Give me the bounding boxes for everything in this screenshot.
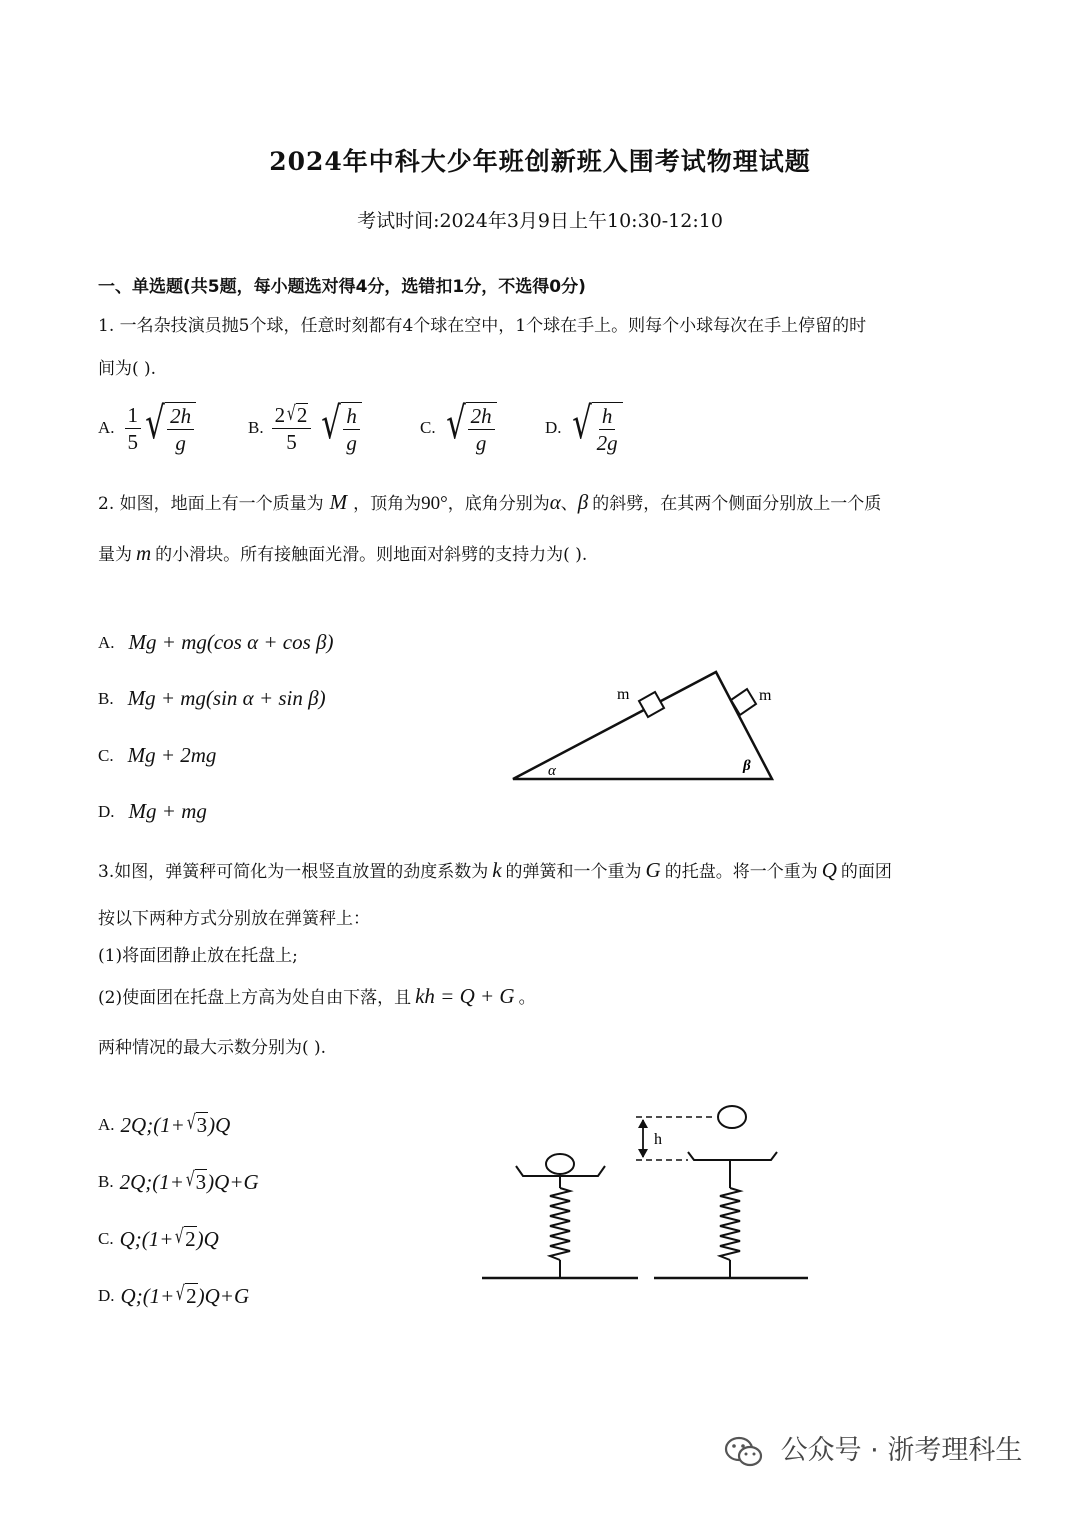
option-letter: D. [545,418,562,438]
label-beta: β [743,758,751,774]
dough-ball-right [718,1106,746,1128]
coef-fraction: 2 √ 2 5 [272,403,312,453]
q1-text-line2: 间为( ). [98,359,157,379]
q2-option-c: C. Mg + 2mg [98,743,217,767]
q3-text-line3: (1)将面团静止放在托盘上; [98,946,298,966]
coef-fraction: $\frac{1}{5}$ [125,404,142,453]
label-h: h [654,1131,662,1148]
page-title: 2024年中科大少年班创新班入围考试物理试题 [269,147,811,176]
q3-text-line2: 按以下两种方式分别放在弹簧秤上： [98,909,370,929]
section-heading: 一、单选题(共5题，每小题选对得4分，选错扣1分，不选得0分) [98,277,586,297]
q1-option-a [98,398,196,456]
option-letter: B. [248,418,264,438]
exam-time: 考试时间:2024年3月9日上午10:30-12:10 [357,210,723,232]
sqrt-expression: √ 2 [175,1224,196,1251]
sqrt-expression: √ $\frac{2h}{g}$ [141,402,196,454]
q3-text-line1: 3.如图，弹簧秤可简化为一根竖直放置的劲度系数为 k 的弹簧和一个重为 G 的托盘。将一个重为 Q 的面团 [98,858,892,882]
sqrt-expression: √ $\frac{2h}{g}$ [442,402,497,454]
q1-option-d [545,398,623,456]
q3-option-d: D. Q;(1+ √ 2 )Q+G [98,1281,250,1308]
label-m-left: m [617,686,630,703]
q3-text-line5: 两种情况的最大示数分别为( ). [98,1038,327,1058]
watermark [724,1428,1022,1469]
q2-text-line1: 2. 如图，地面上有一个质量为 M ，顶角为 90° ，底角分别为 α 、 β 的斜劈，在其两个侧面分别放上一个质 [98,490,882,514]
q1-option-b [248,398,362,456]
label-alpha: α [548,763,556,779]
wechat-icon [724,1435,764,1469]
dough-ball-left [546,1154,574,1174]
q3-option-a: A. 2Q;(1+ √ 3 )Q [98,1110,231,1137]
q1-option-c [420,398,497,456]
watermark-text: 公众号 · 浙考理科生 [780,1435,1023,1466]
q2-option-a: A. Mg + mg(cos α + cos β) [98,630,334,654]
block-right [731,689,756,715]
q1-text-line1: 1. 一名杂技演员抛5个球，任意时刻都有4个球在空中，1个球在手上。则每个小球每次在手上停留的时 [98,316,867,336]
q2-option-d: D. Mg + mg [98,799,207,823]
q3-option-c: C. Q;(1+ √ 2 )Q [98,1224,219,1251]
label-m-right: m [759,687,772,704]
block-left [639,692,664,717]
right-spring-scale [636,1106,808,1278]
q2-text-line2: 量为 m 的小滑块。所有接触面光滑。则地面对斜劈的支持力为( ). [98,541,588,565]
sqrt-expression: √ $\frac{h}{g}$ [317,402,362,454]
option-letter: C. [420,418,436,438]
wedge-figure [500,660,790,795]
q3-text-line4: (2)使面团在托盘上方高为处自由下落，且 kh = Q + G 。 [98,984,536,1008]
sqrt-expression: √ 3 [186,1110,208,1137]
sqrt-expression: √ 3 [185,1167,207,1194]
q3-option-b: B. 2Q;(1+ √ 3 )Q+G [98,1167,259,1194]
sqrt-expression: √ 2 [176,1281,197,1308]
left-spring-scale [482,1154,638,1278]
q2-option-b: B. Mg + mg(sin α + sin β) [98,686,326,710]
option-letter: A. [98,418,115,438]
spring-scale-figure [478,1100,813,1285]
sqrt-expression: √ $\frac{h}{2g}$ [568,402,623,454]
